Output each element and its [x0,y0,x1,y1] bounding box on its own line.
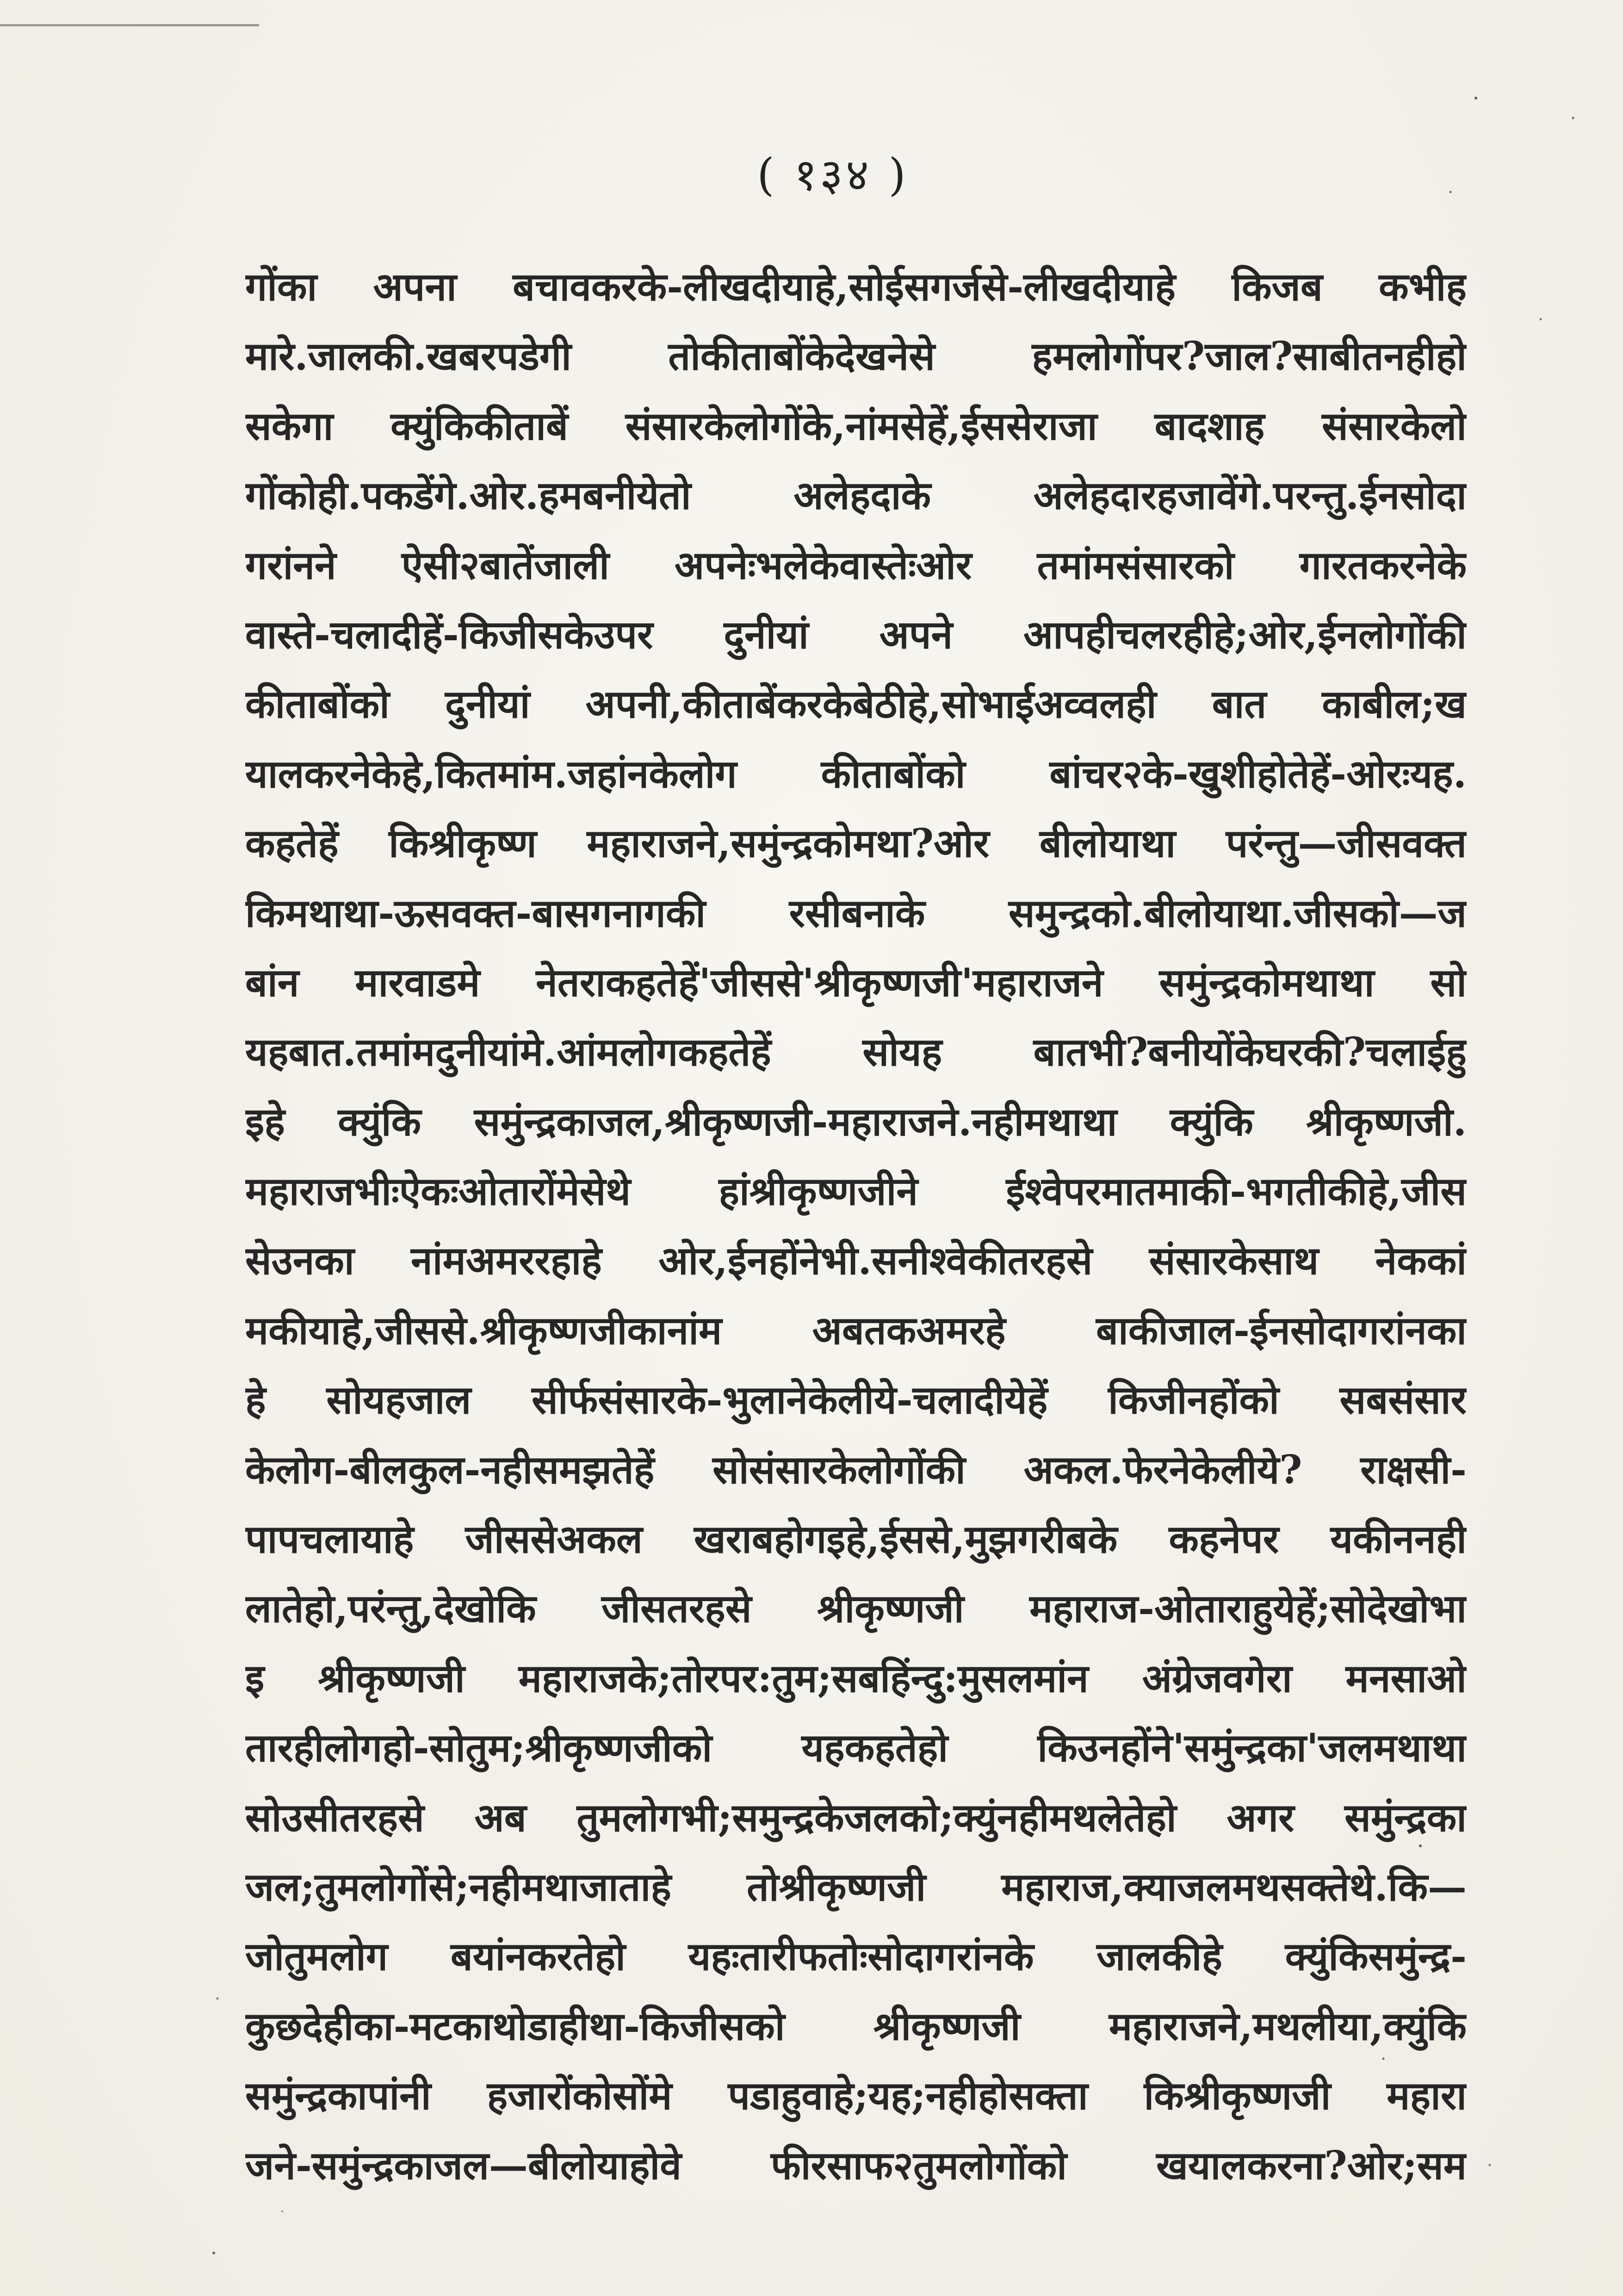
text-line: गोंका अपना बचावकरके-लीखदीयाहे,सोईसगर्जसे-लीखदीयाहे किजब कभीह [245,264,1467,309]
text-line: इहे क्युंकि समुंन्द्रकाजल,श्रीकृष्णजी-महाराजने.नहीमथाथा क्युंकि श्रीकृष्णजी. [245,1098,1467,1145]
text-line: लातेहो,परंन्तु,देखोकि जीसतरहसे श्रीकृष्णजी महाराज-ओताराहुयेहें;सोदेखोभा [245,1585,1467,1632]
text-line: जल;तुमलोगोंसे;नहीमथाजाताहे तोश्रीकृष्णजी महाराज,क्याजलमथसक्तेथे.कि— [245,1863,1467,1910]
top-edge-rule [0,24,259,26]
text-line: कीताबोंको दुनीयां अपनी,कीताबेंकरकेबेठीहे,सोभाईअव्वलही बात काबील;ख [245,681,1467,727]
text-line: जने-समुंन्द्रकाजल—बीलोयाहोवे फीरसाफ२तुमलोगोंको खयालकरना?ओर;सम [245,2142,1467,2188]
text-line: मकीयाहे,जीससे.श्रीकृष्णजीकानांम अबतकअमरहे बाकीजाल-ईनसोदागरांनका [245,1307,1467,1353]
text-line: सकेगा क्युंकिकीताबें संसारकेलोगोंके,नांमसेहें,ईससेराजा बादशाह संसारकेलो [245,402,1467,449]
text-line: केलोग-बीलकुल-नहीसमझतेहें सोसंसारकेलोगोंकी अकल.फेरनेकेलीये? राक्षसी- [245,1446,1467,1492]
text-line: पापचलायाहे जीससेअकल खराबहोगइहे,ईससे,मुझगरीबके कहनेपर यकीननही [245,1516,1467,1562]
text-line: सेउनका नांमअमररहाहे ओर,ईनहोंनेभी.सनीश्वेकीतरहसे संसारकेसाथ नेककां [245,1238,1467,1284]
text-line: किमथाथा-ऊसवक्त-बासगनागकी रसीबनाके समुन्द्रको.बीलोयाथा.जीसको—ज [245,890,1467,936]
text-line: मारे.जालकी.खबरपडेगी तोकीताबोंकेदेखनेसे हमलोगोंपर?जाल?साबीतनहीहो [245,333,1467,379]
text-line: यहबात.तमांमदुनीयांमे.आंमलोगकहतेहें सोयह बातभी?बनीयोंकेघरकी?चलाईहु [245,1029,1467,1075]
text-line: वास्ते-चलादीहें-किजीसकेउपर दुनीयां अपने आपहीचलरहीहे;ओर,ईनलोगोंकी [245,611,1467,657]
text-line: जोतुमलोग बयांनकरतेहो यहःतारीफतोःसोदागरांनके जालकीहे क्युंकिसमुंन्द्र- [245,1933,1467,1980]
text-line: तारहीलोगहो-सोतुम;श्रीकृष्णजीको यहकहतेहो किउनहोंने'समुंन्द्रका'जलमथाथा [245,1725,1467,1771]
text-line: सोउसीतरहसे अब तुमलोगभी;समुन्द्रकेजलको;क्युंनहीमथलेतेहो अगर समुंन्द्रका [245,1794,1467,1840]
page-number: ( १३४ ) [757,149,909,201]
text-line: कुछदेहीका-मटकाथोडाहीथा-किजीसको श्रीकृष्णजी महाराजने,मथलीया,क्युंकि [245,2003,1467,2049]
text-line: कहतेहें किश्रीकृष्ण महाराजने,समुंन्द्रकोमथा?ओर बीलोयाथा परंन्तु—जीसवक्त [245,820,1467,866]
text-line: समुंन्द्रकापांनी हजारोंकोसोंमे पडाहुवाहे;यह;नहीहोसक्ता किश्रीकृष्णजी महारा [245,2073,1467,2119]
text-line: यालकरनेकेहे,कितमांम.जहांनकेलोग कीताबोंको बांचर२के-खुशीहोतेहें-ओरःयह. [245,750,1467,797]
text-line: गरांनने ऐसी२बातेंजाली अपनेःभलेकेवास्तेःओर तमांमसंसारको गारतकरनेके [245,542,1467,588]
body-text [245,252,1467,2200]
text-line: इ श्रीकृष्णजी महाराजके;तोरपर:तुम;सबहिंन्दु:मुसलमांन अंग्रेजवगेरा मनसाओ [245,1655,1467,1701]
text-line: गोंकोही.पकडेंगे.ओर.हमबनीयेतो अलेहदाके अलेहदारहजावेंगे.परन्तु.ईनसोदा [245,472,1467,519]
text-line: हे सोयहजाल सीर्फसंसारके-भुलानेकेलीये-चलादीयेहें किजीनहोंको सबसंसार [245,1377,1467,1423]
text-line: महाराजभीःऐकःओतारोंमेसेथे हांश्रीकृष्णजीने ईश्वेपरमातमाकी-भगतीकीहे,जीस [245,1168,1467,1214]
text-line: बांन मारवाडमे नेतराकहतेहें'जीससे'श्रीकृष्णजी'महाराजने समुंन्द्रकोमथाथा सो [245,959,1467,1005]
